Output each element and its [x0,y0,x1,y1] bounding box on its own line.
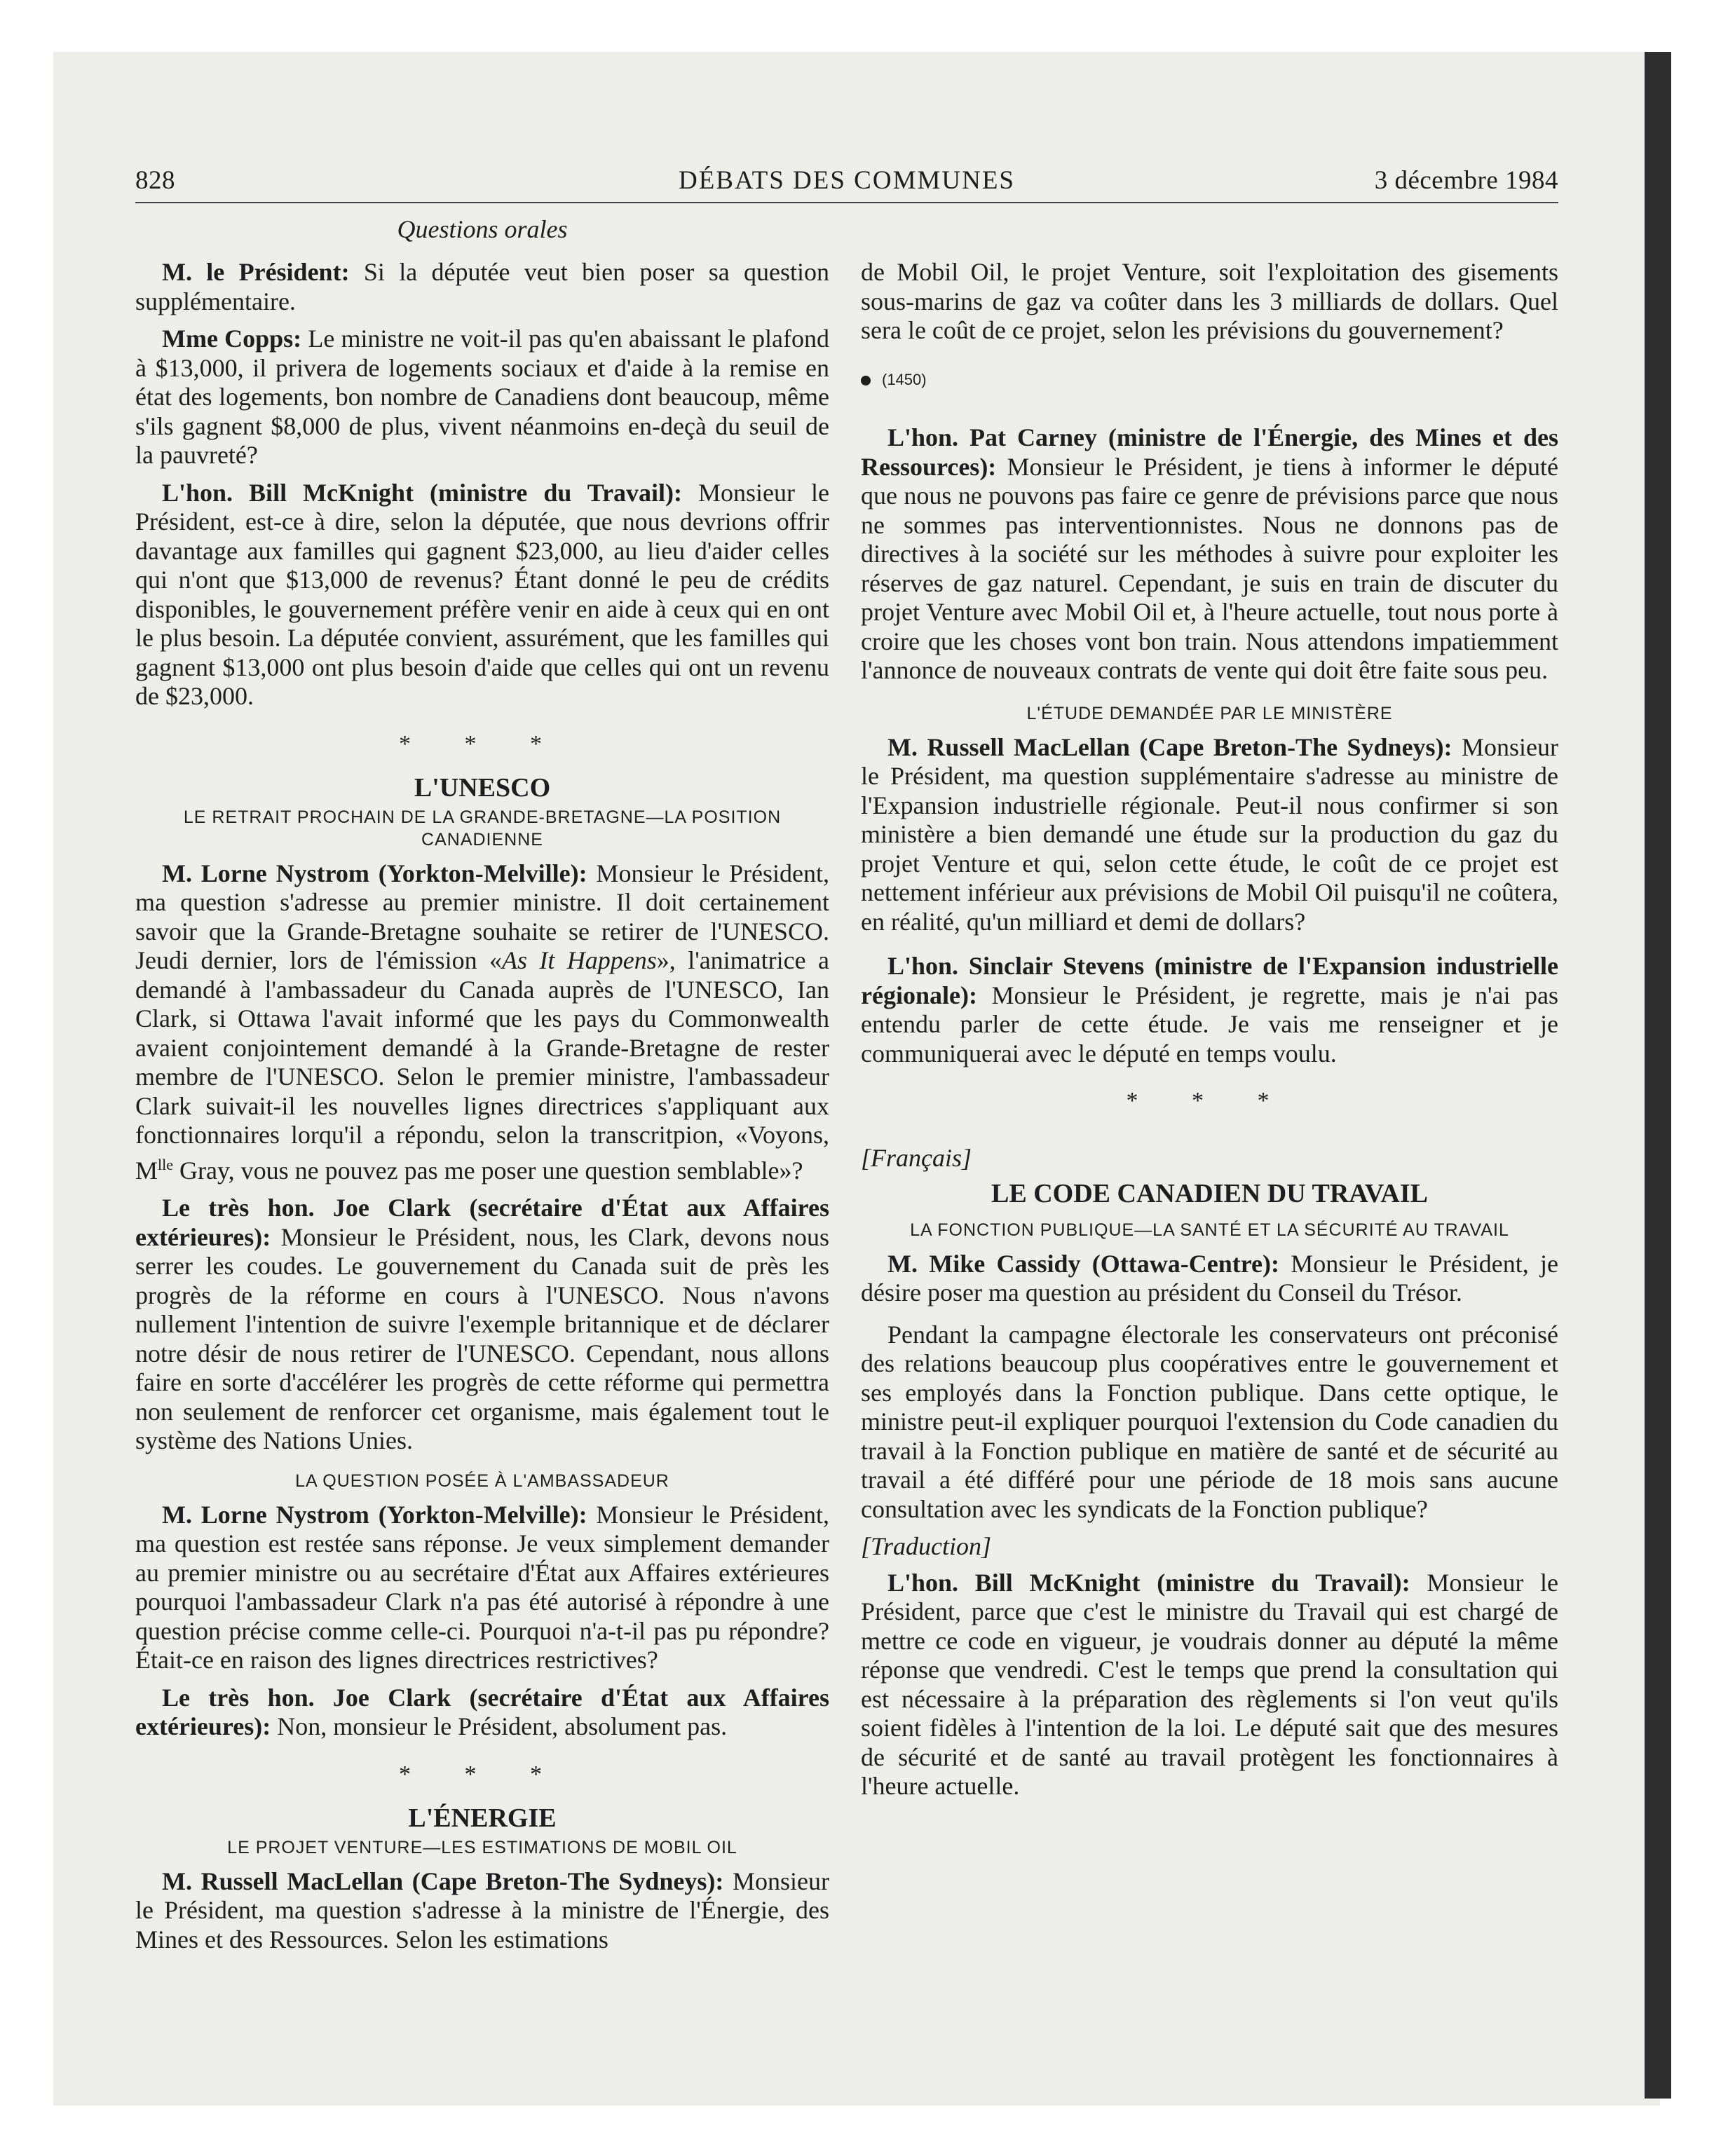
binding-spine [1645,52,1671,2099]
section-subtitle: LA FONCTION PUBLIQUE—LA SANTÉ ET LA SÉCURITÉ AU TRAVAIL [910,1220,1509,1240]
speaker: Le très hon. Joe Clark (secrétaire d'État aux Affaires extérieures): [135,1194,829,1251]
language-tag: [Traduction] [861,1532,992,1560]
issue-date: 3 décembre 1984 [1374,166,1558,195]
section-title: L'UNESCO [414,773,551,803]
speaker: M. Mike Cassidy (Ottawa-Centre): [887,1249,1280,1278]
paragraph [135,1684,829,1742]
speech-text: Gray, vous ne pouvez pas me poser une question semblable»? [173,1156,803,1185]
section-subtitle: LA QUESTION POSÉE À L'AMBASSADEUR [295,1471,669,1491]
paragraph [135,325,829,470]
paragraph [861,952,1558,1068]
speech-text: Si la députée veut bien poser sa question supplémentaire. [135,258,829,315]
speech-text: Monsieur le Président, parce que c'est le ministre du Travail qui est chargé de mettre ce code en vigueur, je voudrais donner au député la même réponse que vendredi. C'est le temps que prend la consultation qui est nécessaire à la préparation des règlements si l'on veut qu'ils soient fidèles à l'intention de la loi. Le député sait que des mesures de sécurité et de santé au travail protègent les fonctionnaires à l'heure actuelle. [861,1568,1558,1800]
section-subtitle: LE PROJET VENTURE—LES ESTIMATIONS DE MOBIL OIL [227,1837,737,1857]
speaker: M. le Président: [162,258,350,286]
left-column [135,258,829,1963]
speech-text: Monsieur le Président, ma question s'adresse à la ministre de l'Énergie, des Mines et des Ressources. Selon les estimations [135,1867,829,1953]
section-subtitle: LE RETRAIT PROCHAIN DE LA GRANDE-BRETAGNE—LA POSITION CANADIENNE [183,807,782,850]
time-marker [861,365,1558,395]
section-separator: * * * [399,1761,566,1787]
speaker: L'hon. Bill McKnight (ministre du Travail): [162,478,683,507]
paragraph [135,859,829,1186]
section-subtitle: L'ÉTUDE DEMANDÉE PAR LE MINISTÈRE [1026,703,1393,723]
section-separator: * * * [399,730,566,757]
language-tag: [Français] [861,1143,972,1172]
page-number: 828 [135,166,175,195]
speaker: M. Lorne Nystrom (Yorkton-Melville): [162,859,587,887]
speech-text: », l'animatrice a demandé à l'ambassadeur du Canada auprès de l'UNESCO, Ian Clark, si Ottawa l'avait informé que les pays du Commonwealth avaient conjointement demandé à la Grande-Bretagne de rester membre de l'UNESCO. Selon le premier ministre, l'ambassadeur Clark suivait-il les nouvelles lignes directrices s'appliquant aux fonctionnaires lorqu'il a répondu, selon la transcritpion, «Voyons, M [135,946,829,1185]
speech-text: Pendant la campagne électorale les conservateurs ont préconisé des relations beaucoup plus coopératives entre le gouvernement et ses employés dans la Fonction publique. Dans cette optique, le ministre peut-il expliquer pourquoi l'extension du Code canadien du travail à la Fonction publique en matière de santé et de sécurité au travail a été différé pour une période de 18 mois sans aucune consultation avec les syndicats de la Fonction publique? [861,1320,1558,1523]
speaker: M. Lorne Nystrom (Yorkton-Melville): [162,1500,587,1529]
speech-text: Monsieur le Président, ma question s'adresse au premier ministre. Il doit certainement savoir que la Grande-Bretagne souhaite se retirer de l'UNESCO. Jeudi dernier, lors de l'émission « [135,859,829,974]
section-subheading: Questions orales [397,215,568,243]
speaker: Mme Copps: [162,325,302,353]
paragraph [135,1501,829,1675]
speaker: M. Russell MacLellan (Cape Breton-The Sydneys): [887,732,1452,761]
paragraph [861,1250,1558,1308]
paragraph [135,1867,829,1955]
paragraph [861,733,1558,937]
bullet-icon [861,376,871,386]
speaker: L'hon. Pat Carney (ministre de l'Énergie, des Mines et des Ressources): [861,423,1558,481]
speech-text: Monsieur le Président, nous, les Clark, devons nous serrer les coudes. Le gouvernement du Canada suit de près les progrès de la réforme en cours à l'UNESCO. Nous n'avons nullement l'intention de suivre l'exemple britannique et de déclarer notre désir de nous retirer de l'UNESCO. Cependant, nous allons faire en sorte d'accélérer les progrès de cette réforme qui permettra non seulement de renforcer cet organisme, mais également tout le système des Nations Unies. [135,1222,829,1454]
paragraph [135,479,829,711]
paragraph [861,258,1558,346]
speech-text: Monsieur le Président, je désire poser ma question au président du Conseil du Trésor. [861,1249,1558,1306]
program-title: As It Happens [502,946,657,974]
section-title: L'ÉNERGIE [408,1803,557,1833]
right-column [861,258,1558,1810]
speaker: L'hon. Sinclair Stevens (ministre de l'Expansion industrielle régionale): [861,952,1558,1009]
paragraph [861,1569,1558,1801]
speech-text: Monsieur le Président, est-ce à dire, selon la députée, que nous devrions offrir davantage aux familles qui gagnent $23,000, au lieu d'aider celles qui n'ont que $13,000 de revenus? Étant donné le peu de crédits disponibles, le gouvernement préfère venir en aide à ceux qui en ont le plus besoin. La députée convient, assurément, que les familles qui gagnent $13,000 ont plus besoin d'aide que celles qui ont un revenu de $23,000. [135,478,829,710]
speech-text: Monsieur le Président, ma question est restée sans réponse. Je veux simplement demander au premier ministre ou au secrétaire d'État aux Affaires extérieures pourquoi l'ambassadeur Clark n'a pas été autorisé à répondre à une question précise comme celle-ci. Pourquoi n'a-t-il pas pu répondre? Était-ce en raison des lignes directrices restrictives? [135,1500,829,1674]
speaker: M. Russell MacLellan (Cape Breton-The Sydneys): [162,1867,724,1895]
speech-text: Monsieur le Président, je tiens à informer le député que nous ne pouvons pas faire ce genre de prévisions parce que nous ne sommes pas interventionnistes. Nous ne donnons pas de directives à la société sur les méthodes à suivre pour exploiter les réserves de gaz naturel. Cependant, je suis en train de discuter du projet Venture avec Mobil Oil et, à l'heure actuelle, tout nous porte à croire que les choses vont bon train. Nous attendons impatiemment l'annonce de nouveaux contrats de vente qui doit être faite sous peu. [861,452,1558,684]
speaker: Le très hon. Joe Clark (secrétaire d'État aux Affaires extérieures): [135,1683,829,1740]
paragraph [135,1194,829,1456]
speech-text: Le ministre ne voit-il pas qu'en abaissant le plafond à $13,000, il privera de logements sociaux et d'aide à la remise en état des logements, bon nombre de Canadiens dont beaucoup, même s'ils gagnent $8,000 de plus, vivent néanmoins en-deçà du seuil de la pauvreté? [135,325,829,469]
publication-title: DÉBATS DES COMMUNES [678,166,1015,195]
paragraph [135,258,829,316]
time-marker-text: (1450) [882,370,927,388]
section-title: LE CODE CANADIEN DU TRAVAIL [991,1179,1428,1208]
paragraph [861,1321,1558,1524]
speech-text: de Mobil Oil, le projet Venture, soit l'exploitation des gisements sous-marins de gaz va coûter dans les 3 milliards de dollars. Quel sera le coût de ce projet, selon les prévisions du gouvernement? [861,258,1558,344]
title-abbrev: lle [158,1155,174,1173]
speech-text: Non, monsieur le Président, absolument pas. [271,1712,728,1740]
speech-text: Monsieur le Président, je regrette, mais je n'ai pas entendu parler de cette étude. Je vais me renseigner et je communiquerai avec le député en temps voulu. [861,981,1558,1067]
paragraph [861,423,1558,685]
section-separator: * * * [1126,1088,1293,1114]
speaker: L'hon. Bill McKnight (ministre du Travail): [887,1568,1410,1597]
speech-text: Monsieur le Président, ma question supplémentaire s'adresse au ministre de l'Expansion industrielle régionale. Peut-il nous confirmer si son ministère a bien demandé une étude sur la production du gaz du projet Venture et qui, selon cette étude, le coût de ce projet est nettement inférieur aux prévisions de Mobil Oil puisqu'il ne coûtera, en réalité, qu'un milliard et demi de dollars? [861,732,1558,936]
running-header [135,163,1558,203]
